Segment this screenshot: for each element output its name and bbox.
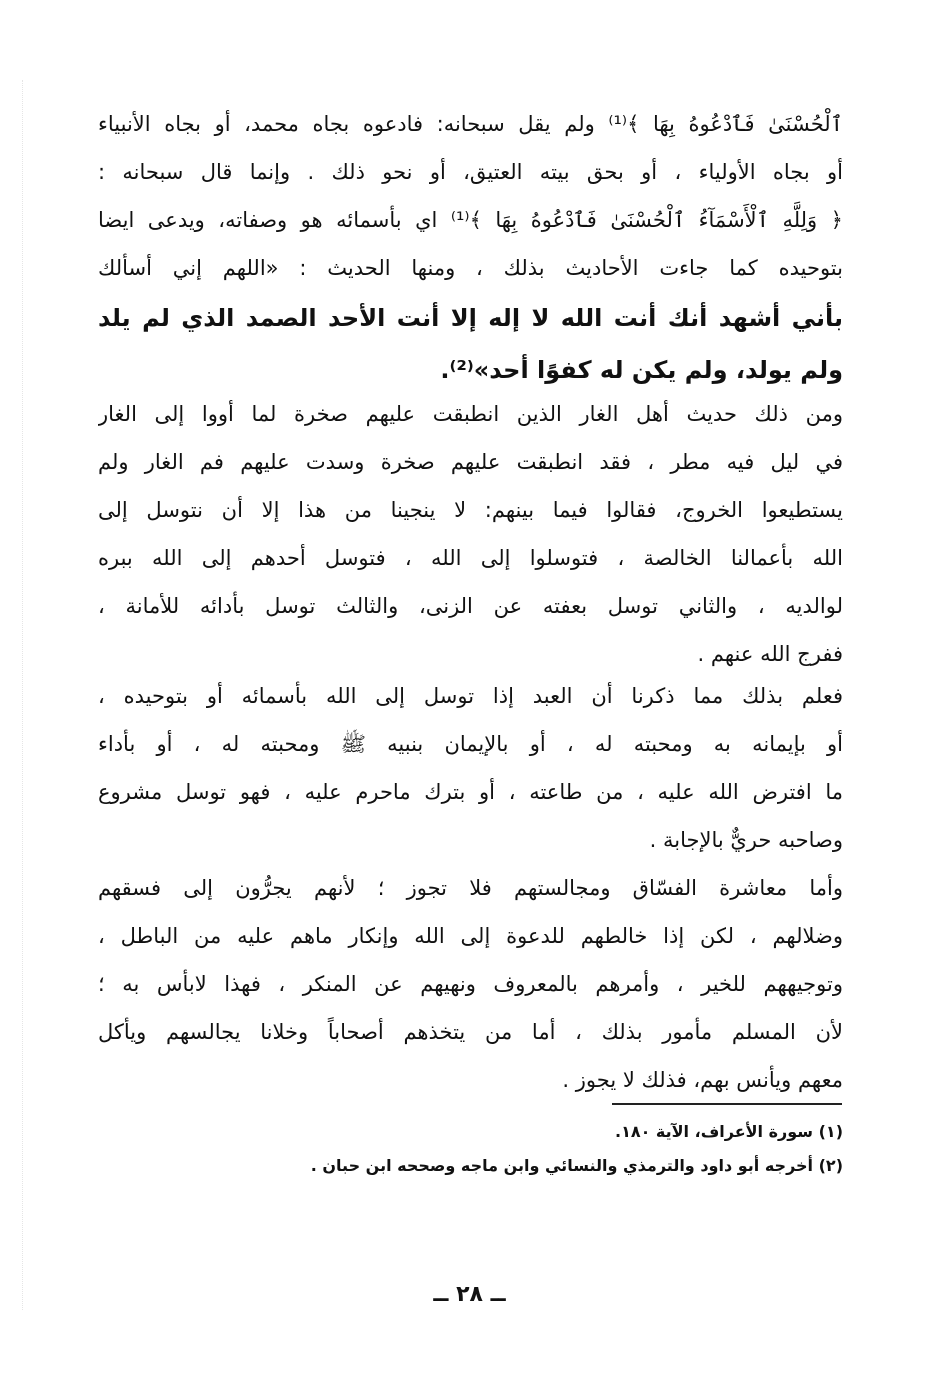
footnote-2: (٢) أخرجه أبو داود والترمذي والنسائي وابن ماجه وصححه ابن حبان . bbox=[310, 1156, 843, 1175]
body-line: يستطيعوا الخروج، فقالوا فيما بينهم: لا ينجينا من هذا إلا أن نتوسل إلى bbox=[98, 498, 843, 522]
body-line: في ليل فيه مطر ، فقد انطبقت عليهم صخرة وسدت عليهم فم الغار ولم bbox=[98, 450, 843, 474]
footnotes bbox=[98, 1115, 843, 1183]
body-line: فعلم بذلك مما ذكرنا أن العبد إذا توسل إلى الله بأسمائه أو بتوحيده ، bbox=[98, 684, 843, 708]
hadith-line: بأني أشهد أنك أنت الله لا إله إلا أنت الأحد الصمد الذي لم يلد bbox=[98, 304, 843, 332]
body-line: ومن ذلك حديث أهل الغار الذين انطبقت عليهم صخرة لما أووا إلى الغار bbox=[98, 402, 843, 426]
body-line: وأما معاشرة الفسّاق ومجالستهم فلا تجوز ؛ لأنهم يجرُّون إلى فسقهم bbox=[98, 876, 843, 900]
page-number: ــ ٢٨ ــ bbox=[433, 1282, 506, 1307]
paragraph-2 bbox=[98, 390, 843, 678]
body-line: ما افترض الله عليه ، من طاعته ، أو بترك ماحرم عليه ، فهو توسل مشروع bbox=[98, 780, 843, 804]
body-line: وصاحبه حريٌّ بالإجابة . bbox=[649, 828, 843, 852]
body-line: بتوحيده كما جاءت الأحاديث بذلك ، ومنها الحديث : «اللهم إني أسألك bbox=[98, 256, 843, 280]
body-line: ﴿ وَلِلَّهِ ٱلْأَسْمَآءُ ٱلْحُسْنَىٰ فَٱدْعُوهُ بِهَا ﴾⁽¹⁾ اي بأسمائه هو وصفاته، ويدعى ايضا bbox=[98, 208, 843, 232]
page-edge-shadow bbox=[22, 80, 23, 1310]
body-line: لوالديه ، والثاني توسل بعفته عن الزنى، والثالث توسل بأدائه للأمانة ، bbox=[98, 594, 843, 618]
footnote-divider bbox=[612, 1103, 842, 1105]
body-line: ٱلْحُسْنَىٰ فَٱدْعُوهُ بِهَا ﴾⁽¹⁾ ولم يقل سبحانه: فادعوه بجاه محمد، أو بجاه الأنبياء bbox=[98, 112, 843, 136]
body-line: أو بإيمانه به ومحبته له ، أو بالإيمان بنبيه ﷺ ومحبته له ، أو بأداء bbox=[98, 732, 843, 756]
body-line: لأن المسلم مأمور بذلك ، أما من يتخذهم أصحاباً وخلانا يجالسهم ويأكل bbox=[98, 1020, 843, 1044]
paragraph-4 bbox=[98, 864, 843, 1104]
body-line: وتوجيههم للخير ، وأمرهم بالمعروف ونهيهم عن المنكر ، فهذا لابأس به ؛ bbox=[98, 972, 843, 996]
hadith-line: ولم يولد، ولم يكن له كفوًا أحد»⁽²⁾. bbox=[440, 356, 843, 384]
paragraph-1 bbox=[98, 100, 843, 396]
body-line: ففرج الله عنهم . bbox=[697, 642, 843, 666]
body-line: الله بأعمالنا الخالصة ، فتوسلوا إلى الله ، فتوسل أحدهم إلى الله ببره bbox=[98, 546, 843, 570]
body-line: وضلالهم ، لكن إذا خالطهم للدعوة إلى الله وإنكار ماهم عليه من الباطل ، bbox=[98, 924, 843, 948]
body-line: أو بجاه الأولياء ، أو بحق بيته العتيق، أو نحو ذلك . وإنما قال سبحانه : bbox=[98, 160, 843, 184]
body-line: معهم ويأنس بهم، فذلك لا يجوز . bbox=[562, 1068, 843, 1092]
paragraph-3 bbox=[98, 672, 843, 864]
footnote-1: (١) سورة الأعراف، الآية ١٨٠. bbox=[614, 1122, 843, 1141]
